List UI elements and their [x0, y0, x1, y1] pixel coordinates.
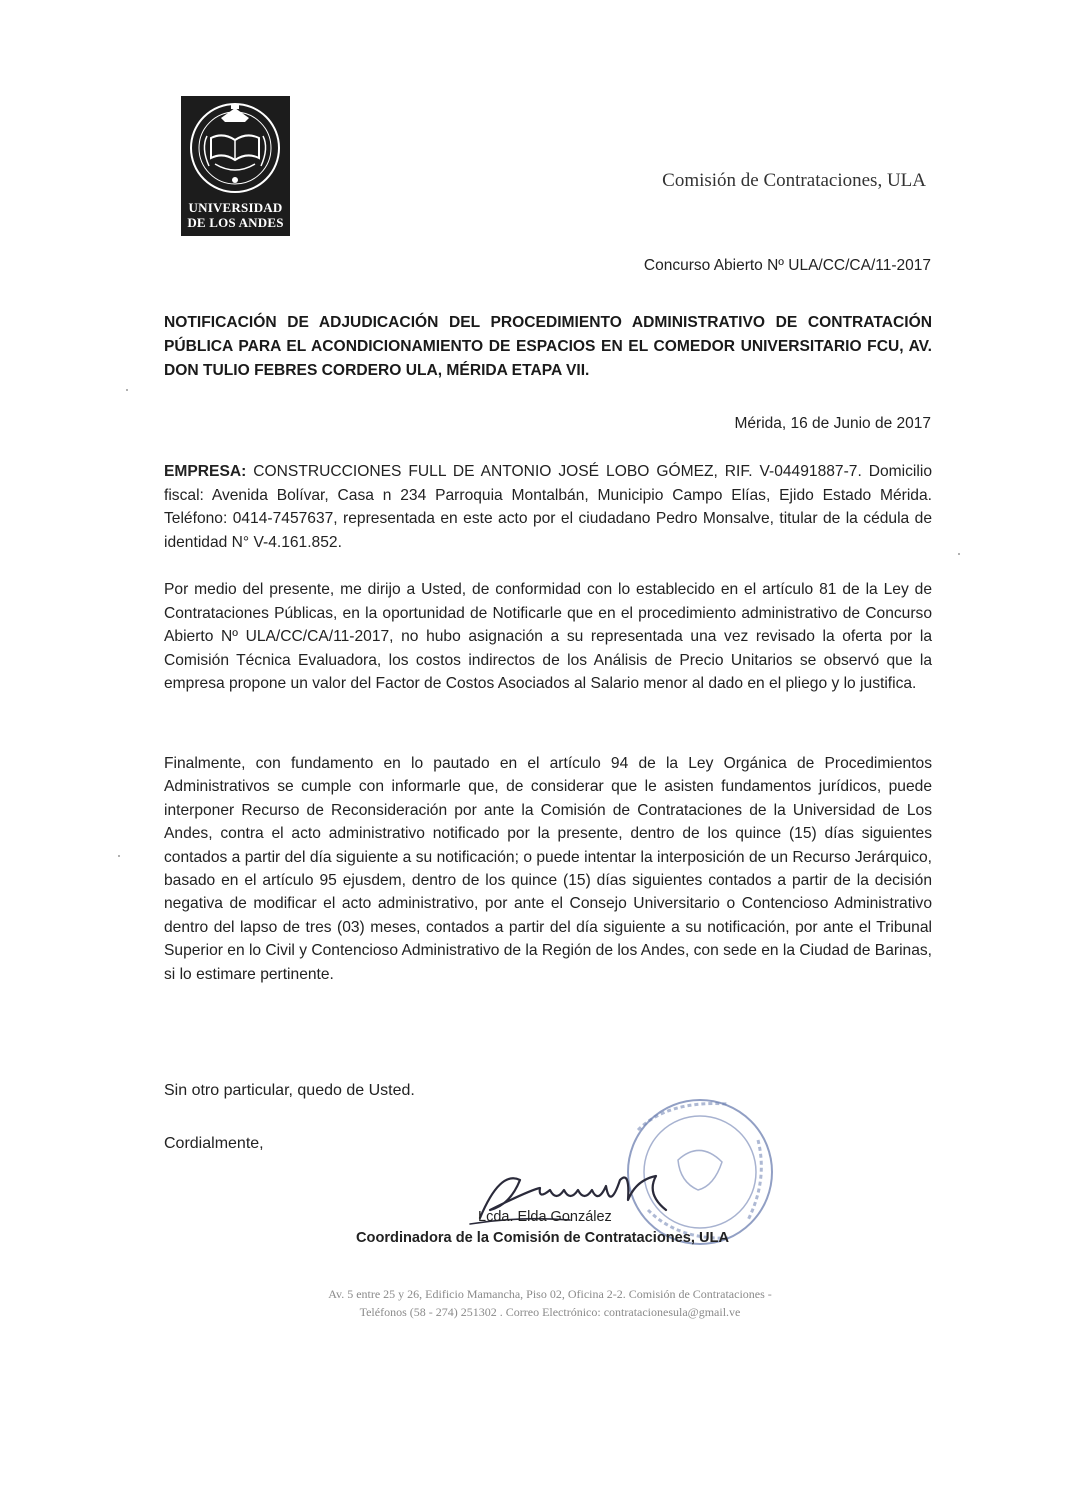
- company-paragraph: [164, 460, 932, 554]
- signer-role: Coordinadora de la Comisión de Contrataciones, ULA: [356, 1230, 729, 1246]
- closing-line: Sin otro particular, quedo de Usted.: [164, 1082, 415, 1099]
- regards-line: Cordialmente,: [164, 1135, 264, 1152]
- document-date: Mérida, 16 de Junio de 2017: [734, 415, 931, 432]
- office-heading: Comisión de Contrataciones, ULA: [662, 170, 926, 191]
- scan-speck: [118, 855, 120, 857]
- body-paragraph-2: Finalmente, con fundamento en lo pautado en el artículo 94 de la Ley Orgánica de Procedimientos Administrativos se cumple con informarle que, de considerar que le asisten fundamentos jurídicos, puede interponer Recurso de Reconsideración por ante la Comisión de Contrataciones de la Universidad de Los Andes, contra el acto administrativo notificado por la presente, dentro de los quince (15) días siguientes contados a partir del día siguiente a su notificación; o puede intentar la interposición de un Recurso Jerárquico, basado en el artículo 95 ejusdem, dentro de los quince (15) días siguientes contados a partir de la decisión negativa de modificar el acto administrativo, por ante el Consejo Universitario o Contencioso Administrativo dentro del lapso de tres (03) meses, contados a partir del día siguiente a su notificación, por ante el Tribunal Superior en lo Civil y Contencioso Administrativo de la Región de los Andes, con sede en la Ciudad de Barinas, si lo estimare pertinente.: [164, 755, 933, 983]
- logo-text-line2: DE LOS ANDES: [187, 215, 284, 230]
- footer-address: Av. 5 entre 25 y 26, Edificio Mamancha, Piso 02, Oficina 2-2. Comisión de Contrataciones -: [328, 1287, 772, 1301]
- scan-speck: [126, 389, 128, 391]
- university-logo: [181, 96, 290, 236]
- contest-reference: Concurso Abierto Nº ULA/CC/CA/11-2017: [643, 257, 931, 274]
- company-label: EMPRESA:: [164, 463, 247, 480]
- footer-contact: Teléfonos (58 - 274) 251302 . Correo Electrónico: contratacionesula@gmail.ve: [359, 1305, 741, 1319]
- scan-speck: [958, 553, 960, 555]
- body-paragraph-1: Por medio del presente, me dirijo a Usted, de conformidad con lo establecido en el artículo 81 de la Ley de Contrataciones Públicas, en la oportunidad de Notificarle que en el procedimiento administrativo de Concurso Abierto Nº ULA/CC/CA/11-2017, no hubo asignación a su representada una vez revisado la oferta por la Comisión Técnica Evaluadora, los costos indirectos de los Análisis de Precio Unitarios se observó que la empresa propone un valor del Factor de Costos Asociados al Salario menor al dado en el pliego y lo justifica.: [164, 581, 932, 692]
- company-details: CONSTRUCCIONES FULL DE ANTONIO JOSÉ LOBO GÓMEZ, RIF. V-04491887-7. Domicilio fiscal: Avenida Bolívar, Casa n 234 Parroquia Montalbán, Municipio Campo Elías, Ejido Estado Mérida. Teléfono: 0414-7457637, representada en este acto por el ciudadano Pedro Monsalve, titular de la cédula de identidad N° V-4.161.852.: [164, 463, 932, 551]
- logo-text-line1: UNIVERSIDAD: [188, 200, 283, 215]
- document-title: NOTIFICACIÓN DE ADJUDICACIÓN DEL PROCEDIMIENTO ADMINISTRATIVO DE CONTRATACIÓN PÚBLICA PARA EL ACONDICIONAMIENTO DE ESPACIOS EN EL COMEDOR UNIVERSITARIO FCU, AV. DON TULIO FEBRES CORDERO ULA, MÉRIDA ETAPA VII.: [164, 314, 932, 379]
- signer-name: Lcda. Elda González: [478, 1209, 612, 1225]
